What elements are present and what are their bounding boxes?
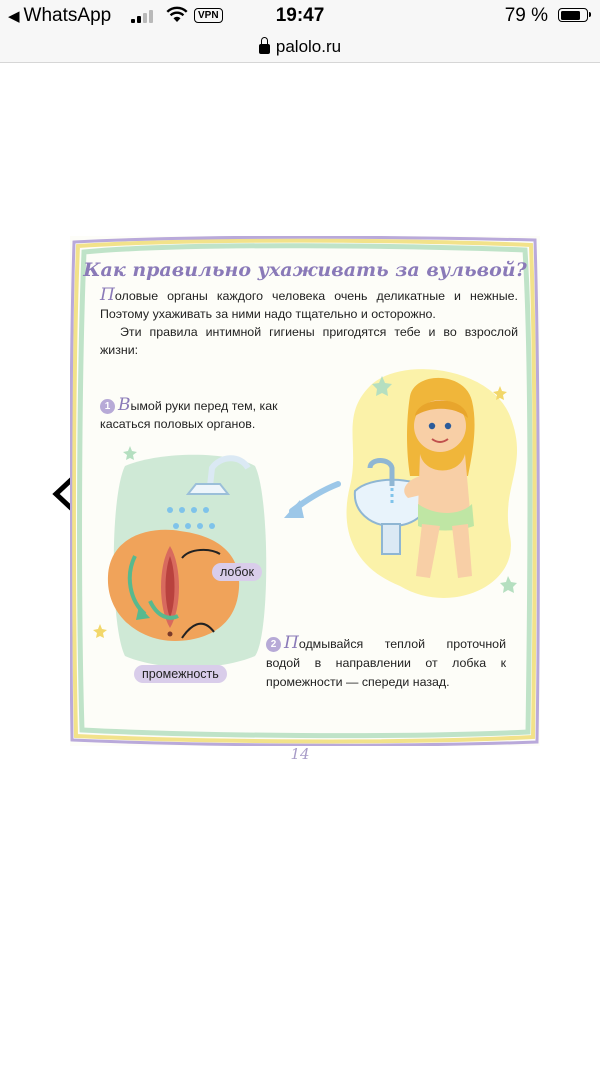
status-bar [0,0,600,32]
clock: 19:47 [275,5,325,26]
page-number: 14 [290,745,310,763]
address-bar[interactable] [0,32,600,63]
lock-icon [259,44,270,54]
back-triangle-icon: ◀ [8,8,20,25]
intro-drop-cap: П [100,285,115,305]
url-text: palolo.ru [275,37,342,56]
step-1-drop-cap: В [118,395,131,415]
back-app-label: WhatsApp [23,5,112,26]
battery-percent: 79 % [504,5,548,26]
label-perineum: промежность [134,665,227,683]
step-1-text: ымой руки перед тем, как касаться половых органов. [100,399,278,431]
vpn-badge: VPN [194,8,223,23]
intro-paragraph-1: оловые органы каждого человека очень деликатные и нежные. Поэтому ухаживать за ними надо тщательно и осторожно. [100,289,518,321]
page-title: Как правильно ухаживать за вульвой? [83,259,527,281]
step-2-drop-cap: П [284,633,299,653]
step-1-number: 1 [100,399,115,414]
step-2-text: одмывайся теплой проточной водой в направлении от лобка к промежности — спереди назад. [266,637,506,689]
direction-arrow-icon [284,484,338,518]
label-pubis: лобок [212,563,262,581]
step-2 [266,634,506,692]
step-2-number: 2 [266,637,281,652]
book-page [70,236,540,746]
intro-paragraph-2: Эти правила интимной гигиены пригодятся тебе и во взрослой жизни: [100,325,518,357]
battery-icon [558,8,588,22]
